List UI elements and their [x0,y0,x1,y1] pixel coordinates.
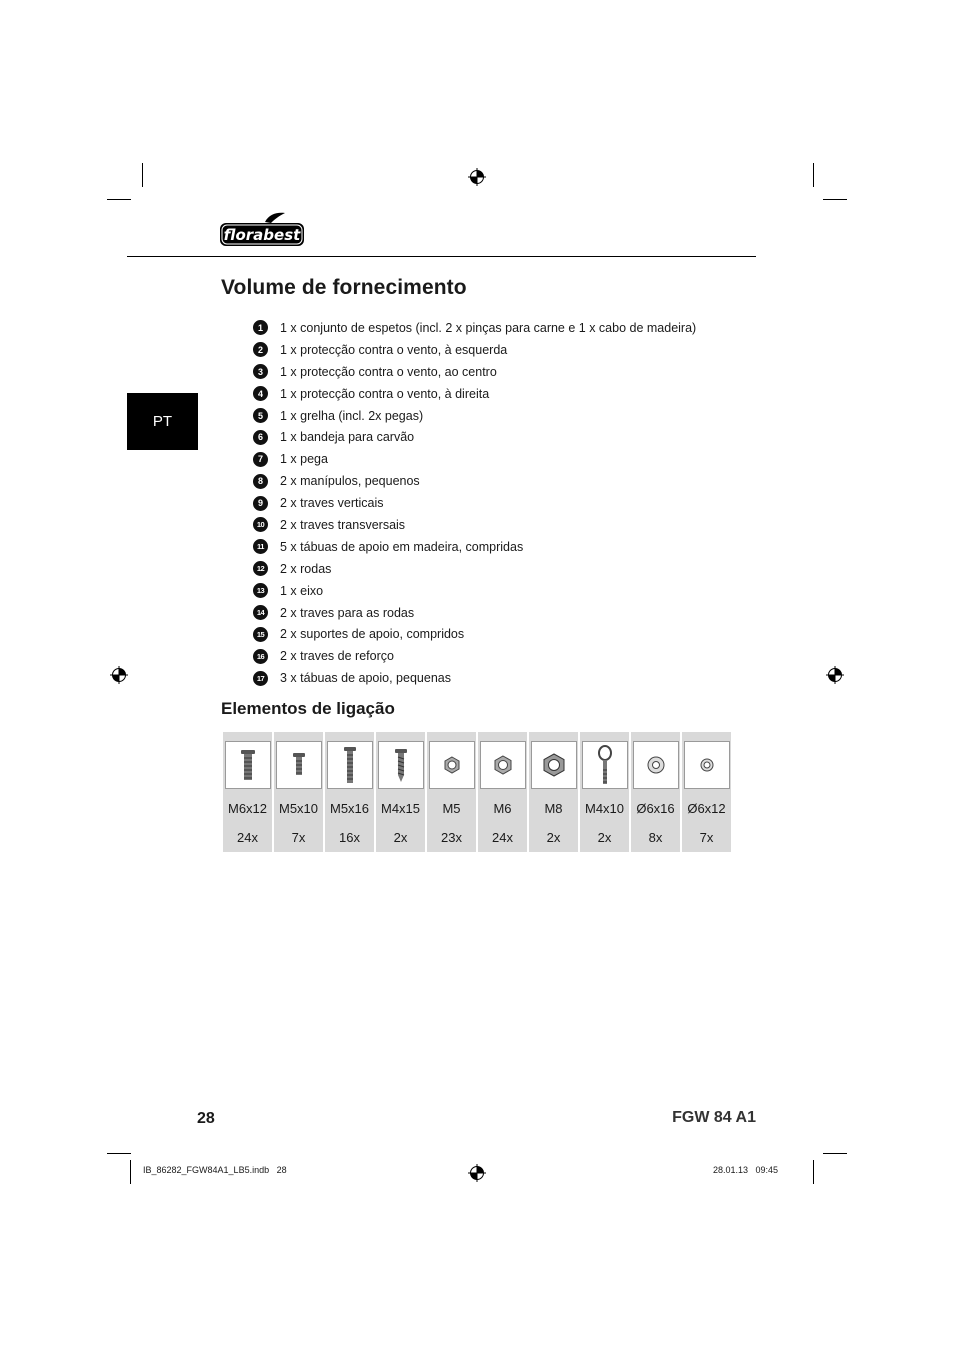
item-number-badge: 6 [253,430,268,445]
section-title: Elementos de ligação [221,699,395,718]
list-item [253,405,696,427]
registration-mark-icon [468,168,486,186]
fastener-size: M8 [529,794,578,822]
crop-mark [130,1160,131,1184]
item-number-badge: 7 [253,452,268,467]
item-text: 1 x pega [280,452,328,467]
hex-nut-large-icon [539,750,569,780]
item-text: 2 x suportes de apoio, compridos [280,627,465,642]
fastener-cell [580,732,629,794]
item-text: 1 x protecção contra o vento, à direita [280,386,490,401]
item-number-badge: 13 [253,583,268,598]
list-item [253,623,696,645]
washer-large-icon [641,750,671,780]
flat-head-screw-icon [233,745,263,785]
item-number-badge: 12 [253,561,268,576]
list-item [253,317,696,339]
item-text: 2 x traves verticais [280,496,384,511]
item-number-badge: 15 [253,627,268,642]
eye-bolt-icon [590,744,620,786]
fastener-size: M4x15 [376,794,425,822]
item-text: 2 x traves para as rodas [280,605,415,620]
fastener-size: M5x16 [325,794,374,822]
item-text: 1 x bandeja para carvão [280,430,415,445]
delivery-list [253,317,696,689]
item-number-badge: 10 [253,517,268,532]
fastener-quantity: 8x [631,822,680,852]
page-number: 28 [197,1110,215,1127]
list-item [253,514,696,536]
language-tab: PT [127,393,198,450]
fastener-size: M5 [427,794,476,822]
list-item [253,470,696,492]
item-text: 1 x eixo [280,583,324,598]
fastener-quantity: 16x [325,822,374,852]
fastener-cell [682,732,731,794]
header-rule [127,256,756,257]
fastener-size-row [223,794,731,822]
fastener-quantity: 24x [223,822,272,852]
fastener-quantity-row [223,822,731,852]
crop-mark [823,199,847,200]
item-number-badge: 1 [253,320,268,335]
fastener-cell [427,732,476,794]
list-item [253,492,696,514]
fastener-quantity: 24x [478,822,527,852]
hex-nut-small-icon [437,750,467,780]
fasteners-table [221,732,733,852]
item-number-badge: 17 [253,671,268,686]
item-number-badge: 4 [253,386,268,401]
item-number-badge: 5 [253,408,268,423]
list-item [253,339,696,361]
fastener-cell [325,732,374,794]
fastener-size: M6 [478,794,527,822]
list-item [253,448,696,470]
item-text: 3 x tábuas de apoio, pequenas [280,671,451,686]
item-number-badge: 8 [253,474,268,489]
item-text: 2 x traves de reforço [280,649,394,664]
fastener-size: M6x12 [223,794,272,822]
fastener-cell [478,732,527,794]
item-number-badge: 11 [253,539,268,554]
crop-mark [107,199,131,200]
list-item [253,645,696,667]
wood-screw-icon [386,745,416,785]
item-number-badge: 9 [253,496,268,511]
crop-mark [813,163,814,187]
item-text: 1 x conjunto de espetos (incl. 2 x pinças para carne e 1 x cabo de madeira) [280,320,697,335]
item-number-badge: 14 [253,605,268,620]
list-item [253,602,696,624]
fastener-size: Ø6x16 [631,794,680,822]
registration-mark-icon [110,666,128,684]
fastener-cell [223,732,272,794]
file-slug: IB_86282_FGW84A1_LB5.indb 28 [143,1165,287,1175]
item-number-badge: 2 [253,342,268,357]
fastener-cell [529,732,578,794]
registration-mark-icon [468,1164,486,1182]
date-stamp: 28.01.13 09:45 [712,1165,778,1175]
list-item [253,536,696,558]
washer-small-icon [692,750,722,780]
fastener-image-row [223,732,731,794]
fastener-quantity: 2x [580,822,629,852]
list-item [253,383,696,405]
florabest-logo [219,212,305,248]
crop-mark [823,1153,847,1154]
item-text: 5 x tábuas de apoio em madeira, compridas [280,539,524,554]
list-item [253,558,696,580]
fastener-cell [631,732,680,794]
fastener-quantity: 2x [529,822,578,852]
crop-mark [142,163,143,187]
item-text: 2 x manípulos, pequenos [280,474,420,489]
long-screw-icon [335,745,365,785]
crop-mark [813,1160,814,1184]
fastener-quantity: 7x [274,822,323,852]
crop-mark [107,1153,131,1154]
item-text: 1 x protecção contra o vento, ao centro [280,364,497,379]
fastener-size: M4x10 [580,794,629,822]
item-number-badge: 16 [253,649,268,664]
list-item [253,426,696,448]
list-item [253,580,696,602]
fastener-quantity: 2x [376,822,425,852]
list-item [253,361,696,383]
logo-text: florabest [223,226,301,244]
item-text: 1 x protecção contra o vento, à esquerda [280,342,508,357]
fastener-quantity: 23x [427,822,476,852]
hex-nut-medium-icon [488,750,518,780]
registration-mark-icon [826,666,844,684]
fastener-size: M5x10 [274,794,323,822]
model-number: FGW 84 A1 [672,1109,756,1126]
item-text: 1 x grelha (incl. 2x pegas) [280,408,424,423]
fastener-size: Ø6x12 [682,794,731,822]
item-text: 2 x rodas [280,561,332,576]
fastener-cell [274,732,323,794]
short-screw-icon [284,745,314,785]
fastener-cell [376,732,425,794]
list-item [253,667,696,689]
fastener-quantity: 7x [682,822,731,852]
page-title: Volume de fornecimento [221,276,467,299]
item-text: 2 x traves transversais [280,517,406,532]
item-number-badge: 3 [253,364,268,379]
